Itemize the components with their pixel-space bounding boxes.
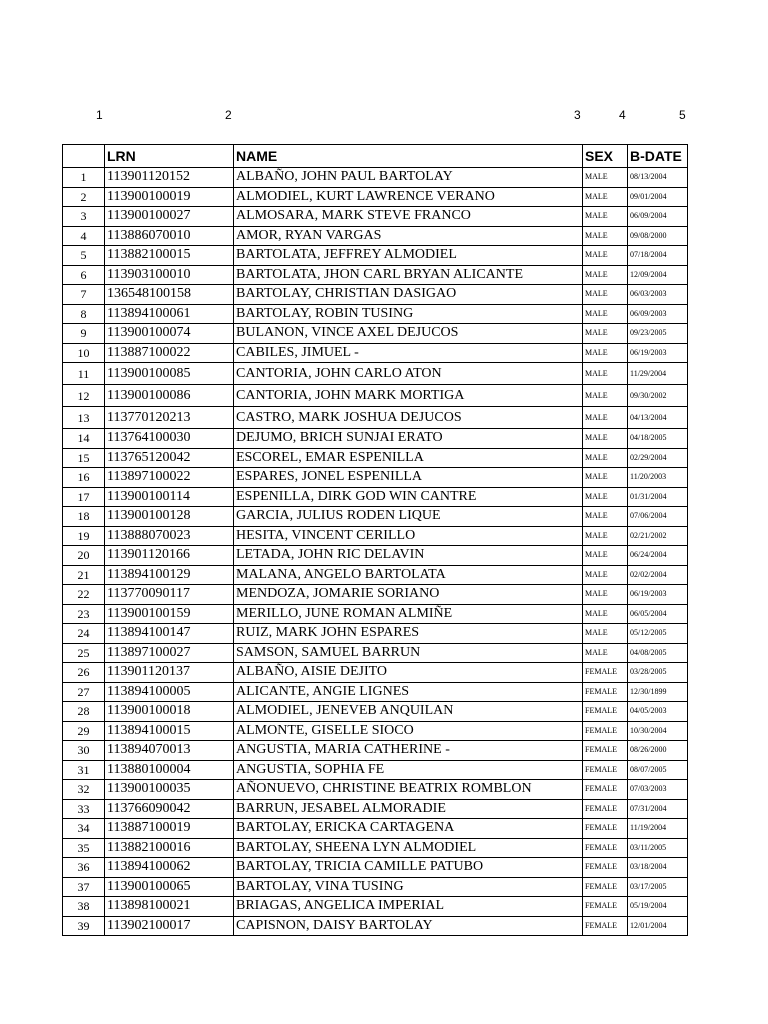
table-row [63, 799, 688, 819]
bdate-cell: 11/29/2004 [628, 363, 688, 385]
header-number [63, 145, 105, 168]
row-number-cell: 3 [63, 207, 105, 227]
sex-cell: MALE [583, 604, 628, 624]
sex-cell: MALE [583, 487, 628, 507]
bdate-cell: 08/07/2005 [628, 760, 688, 780]
bdate-cell: 02/29/2004 [628, 448, 688, 468]
row-number-cell: 5 [63, 246, 105, 266]
table-row [63, 385, 688, 407]
table-row [63, 487, 688, 507]
lrn-cell: 113900100027 [105, 207, 234, 227]
table-row [63, 663, 688, 683]
row-number-cell: 38 [63, 897, 105, 917]
lrn-cell: 113887100019 [105, 819, 234, 839]
bdate-cell: 08/26/2000 [628, 741, 688, 761]
row-number-cell: 26 [63, 663, 105, 683]
bdate-cell: 07/06/2004 [628, 507, 688, 527]
table-row [63, 682, 688, 702]
name-cell: BARTOLAY, TRICIA CAMILLE PATUBO [234, 858, 583, 878]
name-cell: CASTRO, MARK JOSHUA DEJUCOS [234, 407, 583, 429]
table-row [63, 741, 688, 761]
sex-cell: FEMALE [583, 760, 628, 780]
row-number-cell: 14 [63, 429, 105, 449]
row-number-cell: 21 [63, 565, 105, 585]
name-cell: ALMODIEL, JENEVEB ANQUILAN [234, 702, 583, 722]
name-cell: DEJUMO, BRICH SUNJAI ERATO [234, 429, 583, 449]
table-body [63, 168, 688, 936]
table-row [63, 429, 688, 449]
bdate-cell: 02/21/2002 [628, 526, 688, 546]
table-row [63, 721, 688, 741]
name-cell: ALMONTE, GISELLE SIOCO [234, 721, 583, 741]
bdate-cell: 04/08/2005 [628, 643, 688, 663]
row-number-cell: 2 [63, 187, 105, 207]
name-cell: BULANON, VINCE AXEL DEJUCOS [234, 324, 583, 344]
sex-cell: FEMALE [583, 780, 628, 800]
row-number-cell: 16 [63, 468, 105, 488]
name-cell: CAPISNON, DAISY BARTOLAY [234, 916, 583, 936]
name-cell: ALMOSARA, MARK STEVE FRANCO [234, 207, 583, 227]
table-row [63, 324, 688, 344]
table-row [63, 760, 688, 780]
sex-cell: MALE [583, 526, 628, 546]
bdate-cell: 03/11/2005 [628, 838, 688, 858]
name-cell: ALBAÑO, AISIE DEJITO [234, 663, 583, 683]
name-cell: ALBAÑO, JOHN PAUL BARTOLAY [234, 168, 583, 188]
sex-cell: FEMALE [583, 877, 628, 897]
lrn-cell: 113766090042 [105, 799, 234, 819]
table-row [63, 343, 688, 363]
sex-cell: MALE [583, 285, 628, 305]
header-sex: SEX [583, 145, 628, 168]
table-row [63, 838, 688, 858]
sex-cell: FEMALE [583, 799, 628, 819]
table-row [63, 187, 688, 207]
table-row [63, 363, 688, 385]
name-cell: GARCIA, JULIUS RODEN LIQUE [234, 507, 583, 527]
sex-cell: MALE [583, 407, 628, 429]
row-number-cell: 24 [63, 624, 105, 644]
name-cell: BARTOLAY, ROBIN TUSING [234, 304, 583, 324]
table-row [63, 468, 688, 488]
lrn-cell: 113894100015 [105, 721, 234, 741]
sex-cell: MALE [583, 304, 628, 324]
name-cell: BARTOLATA, JHON CARL BRYAN ALICANTE [234, 265, 583, 285]
lrn-cell: 113765120042 [105, 448, 234, 468]
sex-cell: FEMALE [583, 916, 628, 936]
row-number-cell: 23 [63, 604, 105, 624]
name-cell: AÑONUEVO, CHRISTINE BEATRIX ROMBLON [234, 780, 583, 800]
bdate-cell: 05/12/2005 [628, 624, 688, 644]
table-row [63, 877, 688, 897]
sex-cell: MALE [583, 448, 628, 468]
row-number-cell: 1 [63, 168, 105, 188]
column-number-1: 1 [96, 108, 103, 122]
name-cell: MENDOZA, JOMARIE SORIANO [234, 585, 583, 605]
column-number-5: 5 [679, 108, 686, 122]
bdate-cell: 09/23/2005 [628, 324, 688, 344]
lrn-cell: 113901120137 [105, 663, 234, 683]
table-row [63, 168, 688, 188]
bdate-cell: 09/30/2002 [628, 385, 688, 407]
name-cell: SAMSON, SAMUEL BARRUN [234, 643, 583, 663]
bdate-cell: 07/31/2004 [628, 799, 688, 819]
lrn-cell: 113880100004 [105, 760, 234, 780]
lrn-cell: 113900100074 [105, 324, 234, 344]
name-cell: BARTOLAY, CHRISTIAN DASIGAO [234, 285, 583, 305]
sex-cell: MALE [583, 643, 628, 663]
table-row [63, 819, 688, 839]
lrn-cell: 113900100035 [105, 780, 234, 800]
table-row [63, 285, 688, 305]
name-cell: BARTOLATA, JEFFREY ALMODIEL [234, 246, 583, 266]
bdate-cell: 08/13/2004 [628, 168, 688, 188]
bdate-cell: 03/17/2005 [628, 877, 688, 897]
lrn-cell: 113888070023 [105, 526, 234, 546]
bdate-cell: 12/09/2004 [628, 265, 688, 285]
row-number-cell: 17 [63, 487, 105, 507]
table-row [63, 897, 688, 917]
name-cell: ESCOREL, EMAR ESPENILLA [234, 448, 583, 468]
lrn-cell: 113901120166 [105, 546, 234, 566]
row-number-cell: 10 [63, 343, 105, 363]
sex-cell: FEMALE [583, 741, 628, 761]
sex-cell: MALE [583, 207, 628, 227]
sex-cell: MALE [583, 468, 628, 488]
table-header-row [63, 145, 688, 168]
sex-cell: FEMALE [583, 721, 628, 741]
row-number-cell: 20 [63, 546, 105, 566]
sex-cell: MALE [583, 168, 628, 188]
bdate-cell: 05/19/2004 [628, 897, 688, 917]
sex-cell: MALE [583, 429, 628, 449]
bdate-cell: 03/28/2005 [628, 663, 688, 683]
name-cell: LETADA, JOHN RIC DELAVIN [234, 546, 583, 566]
sex-cell: FEMALE [583, 858, 628, 878]
lrn-cell: 113900100019 [105, 187, 234, 207]
row-number-cell: 22 [63, 585, 105, 605]
bdate-cell: 10/30/2004 [628, 721, 688, 741]
row-number-cell: 32 [63, 780, 105, 800]
sex-cell: FEMALE [583, 702, 628, 722]
lrn-cell: 113770090117 [105, 585, 234, 605]
name-cell: ESPENILLA, DIRK GOD WIN CANTRE [234, 487, 583, 507]
bdate-cell: 07/18/2004 [628, 246, 688, 266]
table-row [63, 702, 688, 722]
lrn-cell: 113897100027 [105, 643, 234, 663]
name-cell: CANTORIA, JOHN MARK MORTIGA [234, 385, 583, 407]
name-cell: BARTOLAY, VINA TUSING [234, 877, 583, 897]
bdate-cell: 04/05/2003 [628, 702, 688, 722]
sex-cell: FEMALE [583, 682, 628, 702]
row-number-cell: 6 [63, 265, 105, 285]
column-number-4: 4 [619, 108, 626, 122]
bdate-cell: 12/30/1899 [628, 682, 688, 702]
sex-cell: MALE [583, 624, 628, 644]
table-row [63, 546, 688, 566]
row-number-cell: 7 [63, 285, 105, 305]
lrn-cell: 113903100010 [105, 265, 234, 285]
row-number-cell: 25 [63, 643, 105, 663]
lrn-cell: 113894100147 [105, 624, 234, 644]
header-name: NAME [234, 145, 583, 168]
name-cell: AMOR, RYAN VARGAS [234, 226, 583, 246]
row-number-cell: 29 [63, 721, 105, 741]
row-number-cell: 13 [63, 407, 105, 429]
sex-cell: MALE [583, 246, 628, 266]
name-cell: ALMODIEL, KURT LAWRENCE VERANO [234, 187, 583, 207]
sex-cell: FEMALE [583, 663, 628, 683]
sex-cell: MALE [583, 265, 628, 285]
table-row [63, 407, 688, 429]
row-number-cell: 39 [63, 916, 105, 936]
lrn-cell: 113894100005 [105, 682, 234, 702]
name-cell: RUIZ, MARK JOHN ESPARES [234, 624, 583, 644]
sex-cell: MALE [583, 546, 628, 566]
name-cell: ALICANTE, ANGIE LIGNES [234, 682, 583, 702]
bdate-cell: 09/08/2000 [628, 226, 688, 246]
bdate-cell: 07/03/2003 [628, 780, 688, 800]
bdate-cell: 06/24/2004 [628, 546, 688, 566]
name-cell: MERILLO, JUNE ROMAN ALMIÑE [234, 604, 583, 624]
lrn-cell: 113902100017 [105, 916, 234, 936]
row-number-cell: 28 [63, 702, 105, 722]
sex-cell: MALE [583, 507, 628, 527]
row-number-cell: 34 [63, 819, 105, 839]
name-cell: BRIAGAS, ANGELICA IMPERIAL [234, 897, 583, 917]
name-cell: ANGUSTIA, SOPHIA FE [234, 760, 583, 780]
row-number-cell: 27 [63, 682, 105, 702]
table-row [63, 916, 688, 936]
bdate-cell: 12/01/2004 [628, 916, 688, 936]
lrn-cell: 113900100065 [105, 877, 234, 897]
lrn-cell: 113900100114 [105, 487, 234, 507]
bdate-cell: 09/01/2004 [628, 187, 688, 207]
row-number-cell: 19 [63, 526, 105, 546]
table-row [63, 585, 688, 605]
table-row [63, 246, 688, 266]
lrn-cell: 113894100062 [105, 858, 234, 878]
bdate-cell: 06/05/2004 [628, 604, 688, 624]
table-row [63, 526, 688, 546]
bdate-cell: 11/20/2003 [628, 468, 688, 488]
row-number-cell: 8 [63, 304, 105, 324]
table-row [63, 858, 688, 878]
bdate-cell: 06/19/2003 [628, 585, 688, 605]
row-number-cell: 15 [63, 448, 105, 468]
sex-cell: MALE [583, 324, 628, 344]
lrn-cell: 113897100022 [105, 468, 234, 488]
table-row [63, 448, 688, 468]
sex-cell: MALE [583, 585, 628, 605]
lrn-cell: 113887100022 [105, 343, 234, 363]
lrn-cell: 113894070013 [105, 741, 234, 761]
table-row [63, 604, 688, 624]
name-cell: CABILES, JIMUEL - [234, 343, 583, 363]
lrn-cell: 113900100085 [105, 363, 234, 385]
name-cell: CANTORIA, JOHN CARLO ATON [234, 363, 583, 385]
sex-cell: MALE [583, 565, 628, 585]
column-number-2: 2 [225, 108, 232, 122]
lrn-cell: 136548100158 [105, 285, 234, 305]
row-number-cell: 18 [63, 507, 105, 527]
table-row [63, 624, 688, 644]
name-cell: ANGUSTIA, MARIA CATHERINE - [234, 741, 583, 761]
lrn-cell: 113882100015 [105, 246, 234, 266]
sex-cell: FEMALE [583, 819, 628, 839]
table-row [63, 507, 688, 527]
lrn-cell: 113764100030 [105, 429, 234, 449]
row-number-cell: 31 [63, 760, 105, 780]
name-cell: BARRUN, JESABEL ALMORADIE [234, 799, 583, 819]
lrn-cell: 113900100018 [105, 702, 234, 722]
lrn-cell: 113894100129 [105, 565, 234, 585]
header-bdate: B-DATE [628, 145, 688, 168]
bdate-cell: 06/09/2004 [628, 207, 688, 227]
bdate-cell: 04/13/2004 [628, 407, 688, 429]
lrn-cell: 113770120213 [105, 407, 234, 429]
table-row [63, 304, 688, 324]
name-cell: BARTOLAY, ERICKA CARTAGENA [234, 819, 583, 839]
bdate-cell: 03/18/2004 [628, 858, 688, 878]
row-number-cell: 36 [63, 858, 105, 878]
name-cell: BARTOLAY, SHEENA LYN ALMODIEL [234, 838, 583, 858]
table-row [63, 565, 688, 585]
row-number-cell: 30 [63, 741, 105, 761]
lrn-cell: 113900100086 [105, 385, 234, 407]
lrn-cell: 113901120152 [105, 168, 234, 188]
sex-cell: MALE [583, 226, 628, 246]
name-cell: HESITA, VINCENT CERILLO [234, 526, 583, 546]
row-number-cell: 35 [63, 838, 105, 858]
sex-cell: MALE [583, 385, 628, 407]
row-number-cell: 4 [63, 226, 105, 246]
header-lrn: LRN [105, 145, 234, 168]
row-number-cell: 33 [63, 799, 105, 819]
sex-cell: MALE [583, 187, 628, 207]
lrn-cell: 113886070010 [105, 226, 234, 246]
sex-cell: MALE [583, 363, 628, 385]
name-cell: ESPARES, JONEL ESPENILLA [234, 468, 583, 488]
lrn-cell: 113900100128 [105, 507, 234, 527]
table-row [63, 207, 688, 227]
column-number-3: 3 [574, 108, 581, 122]
bdate-cell: 02/02/2004 [628, 565, 688, 585]
sex-cell: MALE [583, 343, 628, 363]
bdate-cell: 06/19/2003 [628, 343, 688, 363]
name-cell: MALANA, ANGELO BARTOLATA [234, 565, 583, 585]
lrn-cell: 113882100016 [105, 838, 234, 858]
sex-cell: FEMALE [583, 838, 628, 858]
lrn-cell: 113900100159 [105, 604, 234, 624]
bdate-cell: 01/31/2004 [628, 487, 688, 507]
bdate-cell: 06/09/2003 [628, 304, 688, 324]
bdate-cell: 11/19/2004 [628, 819, 688, 839]
column-number-row [0, 108, 768, 124]
student-list-table [62, 144, 688, 936]
row-number-cell: 12 [63, 385, 105, 407]
row-number-cell: 37 [63, 877, 105, 897]
table-row [63, 226, 688, 246]
bdate-cell: 06/03/2003 [628, 285, 688, 305]
lrn-cell: 113898100021 [105, 897, 234, 917]
table-row [63, 643, 688, 663]
table-row [63, 265, 688, 285]
bdate-cell: 04/18/2005 [628, 429, 688, 449]
table-row [63, 780, 688, 800]
lrn-cell: 113894100061 [105, 304, 234, 324]
sex-cell: FEMALE [583, 897, 628, 917]
row-number-cell: 9 [63, 324, 105, 344]
row-number-cell: 11 [63, 363, 105, 385]
